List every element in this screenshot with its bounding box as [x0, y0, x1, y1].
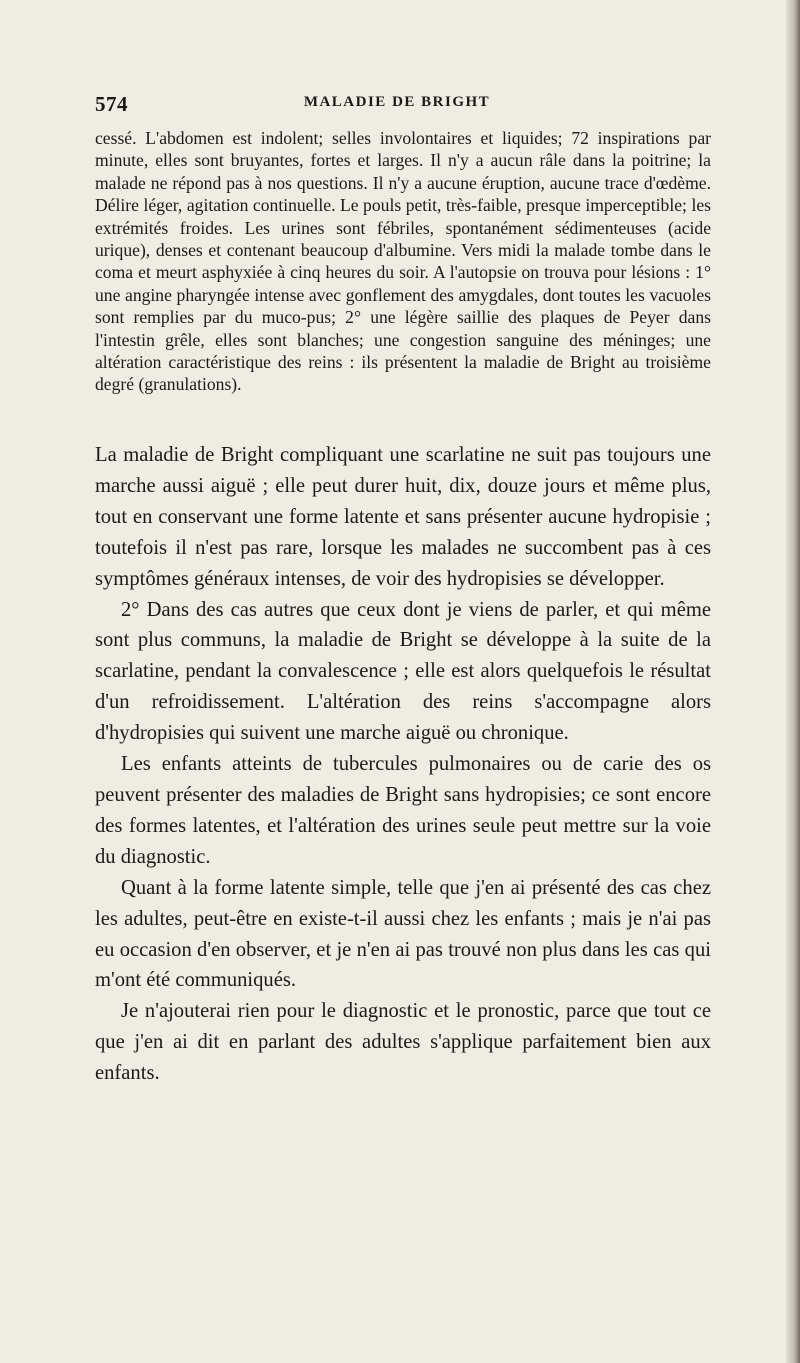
paragraph-convalescence: 2° Dans des cas autres que ceux dont je viens de parler, et qui même sont plus communs, la maladie de Bright se développe à la suite de la scarlatine, pendant la convalescence ; elle est alors quelquefois le résultat d'un refroidissement. L'altération des reins s'accompagne alors d'hydropisies qui suivent une marche aiguë ou chronique.	[95, 598, 711, 745]
page-header	[95, 92, 699, 120]
body-text	[95, 440, 711, 1089]
paragraph-scarlatina-course: La maladie de Bright compliquant une scarlatine ne suit pas toujours une marche aussi aiguë ; elle peut durer huit, dix, douze jours et même plus, tout en conservant une forme latente et sans présenter aucune hydropisie ; toutefois il n'est pas rare, lorsque les malades ne succombent pas à ces symptômes généraux intenses, de voir des hydropisies se développer.	[95, 444, 711, 590]
paragraph-diagnosis: Je n'ajouterai rien pour le diagnostic et le pronostic, parce que tout ce que j'en ai dit en parlant des adultes s'applique parfaitement bien aux enfants.	[95, 1000, 711, 1085]
case-report-paragraph: cessé. L'abdomen est indolent; selles involontaires et liquides; 72 inspirations par minute, elles sont bruyantes, fortes et larges. Il n'y a aucun râle dans la poitrine; la malade ne répond pas à nos questions. Il n'y a aucune éruption, aucune trace d'œdème. Délire léger, agitation continuelle. Le pouls petit, très-faible, presque imperceptible; les extrémités froides. Les urines sont fébriles, spontanément sédimenteuses (acide urique), denses et contenant beaucoup d'albumine. Vers midi la malade tombe dans le coma et meurt asphyxiée à cinq heures du soir. A l'autopsie on trouva pour lésions : 1° une angine pharyngée intense avec gonflement des amygdales, dont toutes les vacuoles sont remplies par du muco-pus; 2° une légère saillie des plaques de Peyer dans l'intestin grêle, elles sont blanches; une congestion sanguine des méninges; une altération caractéristique des reins : ils présentent la maladie de Bright au troisième degré (granulations).	[95, 128, 711, 395]
page-number: 574	[95, 92, 128, 116]
running-title: MALADIE DE BRIGHT	[303, 94, 491, 110]
paragraph-latent-form: Quant à la forme latente simple, telle que j'en ai présenté des cas chez les adultes, peut-être en existe-t-il aussi chez les enfants ; mais je n'ai pas eu occasion d'en observer, et je n'en ai pas trouvé non plus dans les cas qui m'ont été communiqués.	[95, 876, 711, 992]
paragraph-tuberculosis: Les enfants atteints de tubercules pulmonaires ou de carie des os peuvent présenter des maladies de Bright sans hydropisies; ce sont encore des formes latentes, et l'altération des urines seule peut mettre sur la voie du diagnostic.	[95, 753, 711, 868]
page-edge-shadow	[786, 0, 800, 1363]
